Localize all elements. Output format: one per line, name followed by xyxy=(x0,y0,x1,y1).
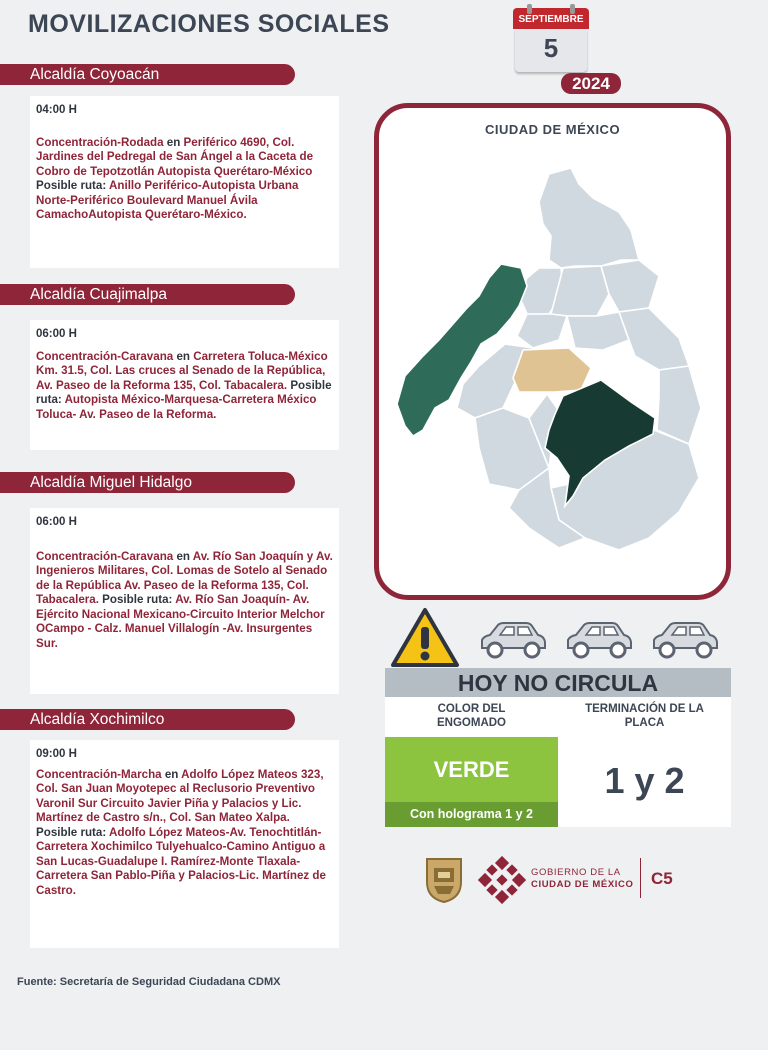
map-frame xyxy=(374,103,731,600)
event-description xyxy=(36,768,333,899)
event-card-cuajimalpa xyxy=(30,320,339,450)
gobierno-text xyxy=(531,867,634,891)
section-header-miguel-hidalgo: Alcaldía Miguel Hidalgo xyxy=(0,472,295,493)
route-label: Posible ruta: xyxy=(36,825,110,839)
section-header-xochimilco: Alcaldía Xochimilco xyxy=(0,709,295,730)
event-description xyxy=(36,350,333,423)
map-region xyxy=(517,314,567,348)
plate-header xyxy=(558,697,731,737)
route-label: Posible ruta: xyxy=(36,378,332,406)
event-description xyxy=(36,550,333,652)
event-card-miguel-hidalgo xyxy=(30,508,339,694)
event-type: Concentración-Rodada xyxy=(36,135,164,149)
engomado-color: VERDE xyxy=(385,737,558,802)
hologram-label: Con holograma 1 y 2 xyxy=(385,802,558,827)
event-connector: en xyxy=(173,349,194,363)
calendar-ring xyxy=(570,4,575,14)
event-route: Av. Río San Joaquín- Av. Ejército Nacional Mexicano-Circuito Interior Melchor OCampo - Calz. Manuel Villalogín -Av. Insurgentes Sur. xyxy=(36,593,325,650)
event-connector: en xyxy=(163,135,184,149)
coat-of-arms-logo xyxy=(424,856,464,904)
map-region xyxy=(601,260,659,312)
source-footer: Fuente: Secretaría de Seguridad Ciudadana CDMX xyxy=(17,976,281,988)
event-description xyxy=(36,136,333,223)
calendar-day: 5 xyxy=(543,33,559,63)
map-region xyxy=(657,366,701,444)
event-location: Carretera Toluca-México Km. 31.5, Col. Las cruces al Senado de la República, Av. Paseo de la Reforma 135, Col. Tabacalera. xyxy=(36,349,328,392)
color-header xyxy=(385,697,558,737)
cdmx-map xyxy=(379,108,726,595)
event-hour: 09:00 H xyxy=(36,748,77,760)
map-region xyxy=(619,308,689,370)
event-connector: en xyxy=(161,767,182,781)
event-type: Concentración-Marcha xyxy=(36,767,162,781)
cdmx-logo-icon xyxy=(478,856,526,904)
car-icon xyxy=(564,620,634,662)
calendar-body xyxy=(515,29,587,72)
color-header-text: COLOR DEL ENGOMADO xyxy=(437,703,506,729)
event-hour: 04:00 H xyxy=(36,104,77,116)
car-icon xyxy=(478,620,548,662)
gobierno-line-2: CIUDAD DE MÉXICO xyxy=(531,879,634,890)
event-card-coyoacan xyxy=(30,96,339,268)
event-type: Concentración-Caravana xyxy=(36,349,174,363)
map-region xyxy=(567,312,629,350)
plate-ending: 1 y 2 xyxy=(558,737,731,827)
event-location: Adolfo López Mateos 323, Col. San Juan Moyotepec al Reclusorio Preventivo Varonil Sur Circuito Javier Piña y Palacios y Lic. Martínez de Castro s/n., Col. San Mateo Xalpa. xyxy=(36,767,324,824)
route-label: Posible ruta: xyxy=(36,179,110,192)
c5-logo: C5 xyxy=(651,869,673,888)
section-header-coyoacan: Alcaldía Coyoacán xyxy=(0,64,295,85)
section-header-cuajimalpa: Alcaldía Cuajimalpa xyxy=(0,284,295,305)
event-route: Autopista México-Marquesa-Carretera México Toluca- Av. Paseo de la Reforma. xyxy=(36,393,317,421)
logos-row xyxy=(420,852,700,908)
hoy-no-circula-title: HOY NO CIRCULA xyxy=(385,668,731,697)
calendar-icon xyxy=(513,8,589,72)
calendar-month: SEPTIEMBRE xyxy=(513,8,589,29)
map-highlight-tan xyxy=(513,348,591,392)
event-location: Periférico 4690, Col. Jardines del Pedregal de San Ángel a la Caceta de Cobro de Tepotzotlán Autopista Querétaro-México xyxy=(36,135,314,178)
logo-divider xyxy=(640,858,641,898)
route-label: Posible ruta: xyxy=(98,593,176,606)
event-card-xochimilco xyxy=(30,740,339,948)
calendar-ring xyxy=(527,4,532,14)
event-route: Adolfo López Mateos-Av. Tenochtitlán-Carretera Xochimilco Tulyehualco-Camino Antiguo a San Lucas-Guadalupe I. Ramírez-Monte Tlaxala-Carretera San Pablo-Piña y Palacios-Lic. Martínez de Castro. xyxy=(36,825,326,897)
page-title: MOVILIZACIONES SOCIALES xyxy=(28,10,390,38)
car-icon xyxy=(650,620,720,662)
year-badge: 2024 xyxy=(561,73,621,94)
event-connector: en xyxy=(173,549,193,563)
event-hour: 06:00 H xyxy=(36,328,77,340)
event-type: Concentración-Caravana xyxy=(36,549,174,563)
event-location: Av. Río San Joaquín y Av. Ingenieros Militares, Col. Lomas de Sotelo al Senado de la República Av. Paseo de la Reforma 135, Col. Tabacalera. xyxy=(36,549,333,606)
plate-header-text: TERMINACIÓN DE LA PLACA xyxy=(585,703,704,729)
gobierno-line-1: GOBIERNO DE LA xyxy=(531,867,621,878)
map-region xyxy=(539,168,639,268)
event-hour: 06:00 H xyxy=(36,516,77,528)
event-route: Anillo Periférico-Autopista Urbana Norte-Periférico Boulevard Manuel Ávila CamachoAutopista Querétaro-México. xyxy=(36,179,299,221)
warning-icon xyxy=(390,607,460,669)
map-title: CIUDAD DE MÉXICO xyxy=(484,122,621,137)
